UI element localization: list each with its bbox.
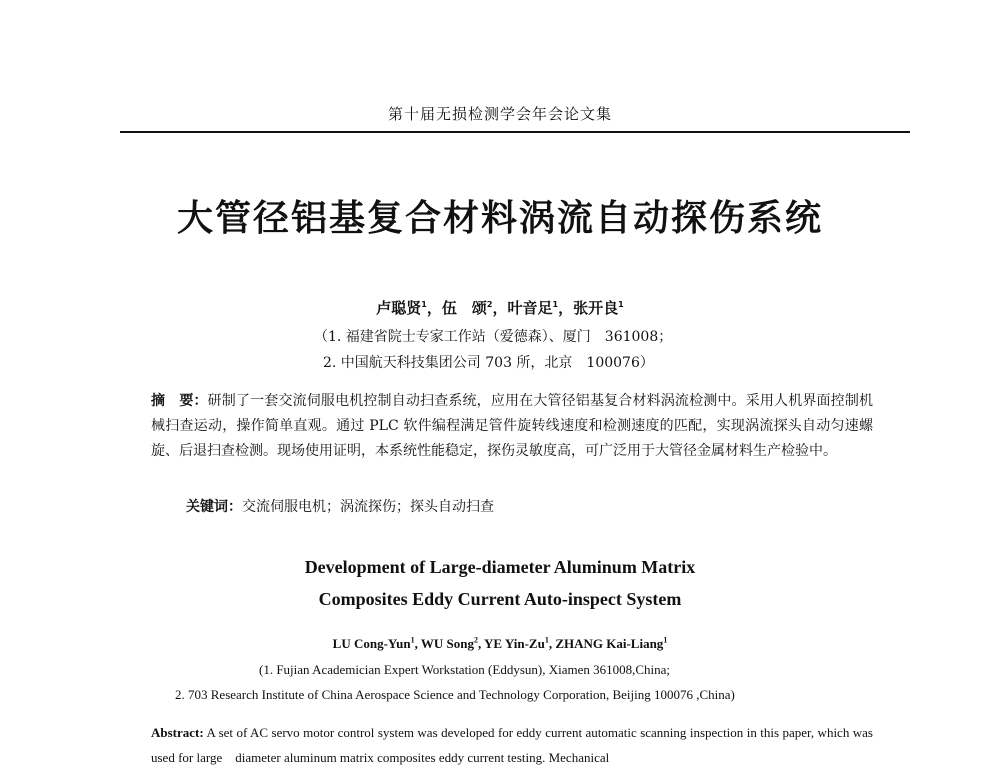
cn-author-affiliation-marker: 1: [552, 300, 559, 309]
en-title-line-1: Development of Large-diameter Aluminum Matrix: [304, 557, 696, 577]
cn-keywords-text: 交流伺服电机；涡流探伤；探头自动扫查: [242, 499, 494, 515]
cn-affiliation-1: （1. 福建省院士专家工作站（爱德森）、厦门 361008；: [314, 329, 673, 345]
running-header: 第十届无损检测学会年会论文集: [387, 105, 612, 123]
cn-author-separator: ，: [426, 299, 442, 317]
cn-author-separator: ，: [558, 299, 574, 317]
en-author-affiliation-marker: 1: [663, 635, 668, 645]
en-author-separator: ,: [477, 636, 484, 651]
cn-abstract: [151, 389, 873, 464]
en-abstract-label: Abstract:: [151, 725, 204, 740]
en-abstract-text: A set of AC servo motor control system was developed for eddy current automatic scanning inspection in this paper, which was used for large diameter aluminum matrix composites eddy current testing. Mechanical: [151, 725, 873, 765]
cn-authors: [0, 297, 1000, 318]
en-author-name: WU Song: [420, 636, 474, 651]
en-title: [0, 551, 1000, 615]
cn-author-separator: ，: [492, 299, 508, 317]
cn-affiliation-2: 2. 中国航天科技集团公司 703 所，北京 100076）: [323, 355, 654, 371]
cn-author-affiliation-marker: 1: [421, 300, 427, 309]
cn-abstract-label: 摘 要：: [151, 393, 208, 409]
en-author-name: LU Cong-Yun: [332, 636, 411, 651]
header-rule: [120, 131, 910, 133]
en-author-affiliation-marker: 2: [473, 635, 478, 645]
cn-author-name: 卢聪贤: [376, 299, 422, 317]
en-author-affiliation-marker: 1: [410, 635, 415, 645]
en-author-separator: ,: [548, 636, 556, 651]
en-authors: [0, 636, 1000, 652]
cn-title: 大管径铝基复合材料涡流自动探伤系统: [176, 198, 823, 239]
en-abstract: [151, 720, 873, 770]
cn-abstract-text: 研制了一套交流伺服电机控制自动扫查系统，应用在大管径铝基复合材料涡流检测中。采用人机界面控制机械扫查运动，操作简单直观。通过 PLC 软件编程满足管件旋转线速度和检测速度的匹配，实现涡流探头自动匀速螺旋、后退扫查检测。现场使用证明，本系统性能稳定，探伤灵敏度高，可广泛用于大管径金属材料生产检验中。: [151, 393, 873, 459]
cn-author-name: 张开良: [573, 299, 619, 317]
cn-keywords-label: 关键词：: [186, 499, 242, 515]
cn-author-affiliation-marker: 2: [486, 300, 493, 309]
en-affiliation-1: (1. Fujian Academician Expert Workstation (Eddysun), Xiamen 361008,China;: [259, 662, 671, 677]
en-author-affiliation-marker: 1: [544, 635, 549, 645]
en-author-name: ZHANG Kai-Liang: [555, 636, 664, 651]
cn-keywords: [186, 496, 494, 516]
en-author-separator: ,: [414, 636, 421, 651]
en-affiliation-2: 2. 703 Research Institute of China Aerospace Science and Technology Corporation, Beijing 100076 ,China): [175, 687, 735, 702]
en-title-line-2: Composites Eddy Current Auto-inspect System: [318, 589, 682, 609]
cn-author-name: 伍 颂: [441, 299, 487, 317]
cn-author-name: 叶音足: [507, 299, 553, 317]
cn-author-affiliation-marker: 1: [618, 300, 624, 309]
en-author-name: YE Yin-Zu: [484, 636, 545, 651]
